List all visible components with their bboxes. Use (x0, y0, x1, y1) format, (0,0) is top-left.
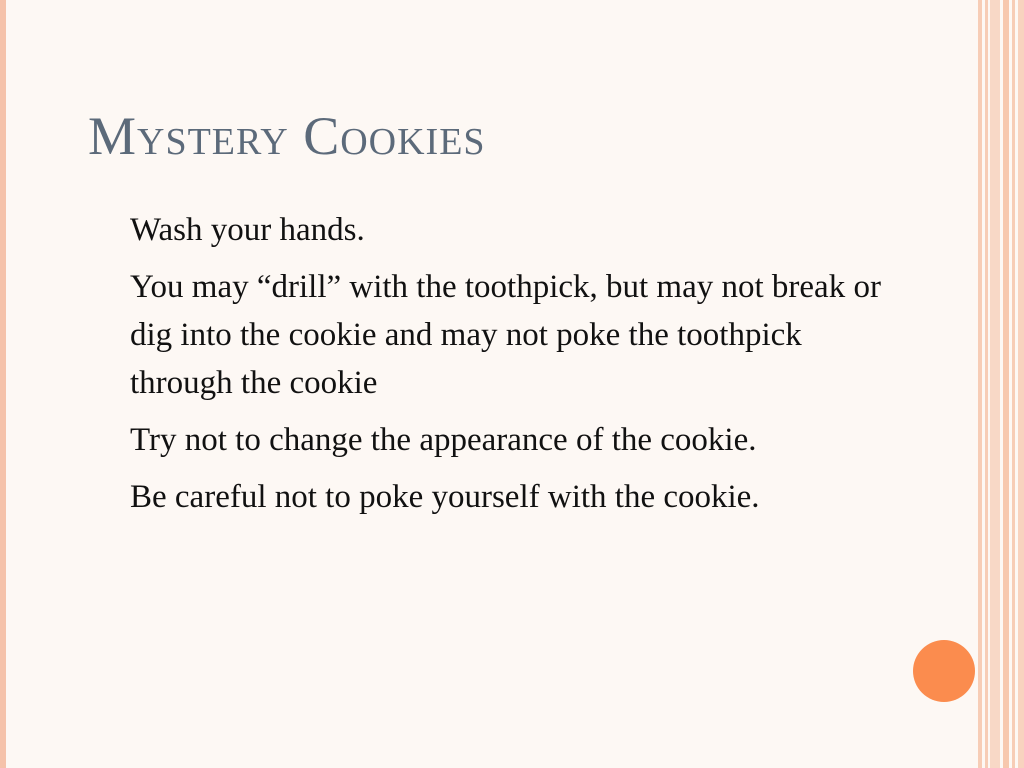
orange-circle-decoration (913, 640, 975, 702)
decorative-stripe (978, 0, 982, 768)
slide-title: Mystery Cookies (88, 106, 486, 166)
bullet-item-appearance: Try not to change the appearance of the cookie. (130, 422, 757, 458)
decorative-stripe (1012, 0, 1015, 768)
bullet-item-drill-rule: You may “drill” with the toothpick, but may not break or dig into the cookie and may not poke the toothpick through the cookie (130, 269, 881, 401)
bullet-list (130, 206, 890, 530)
left-border-line (0, 0, 6, 768)
decorative-stripe (1003, 0, 1009, 768)
decorative-stripe (1018, 0, 1024, 768)
bullet-item-wash-hands: Wash your hands. (130, 212, 365, 248)
bullet-item-careful: Be careful not to poke yourself with the cookie. (130, 479, 760, 515)
decorative-stripe (990, 0, 1000, 768)
decorative-stripe (985, 0, 988, 768)
